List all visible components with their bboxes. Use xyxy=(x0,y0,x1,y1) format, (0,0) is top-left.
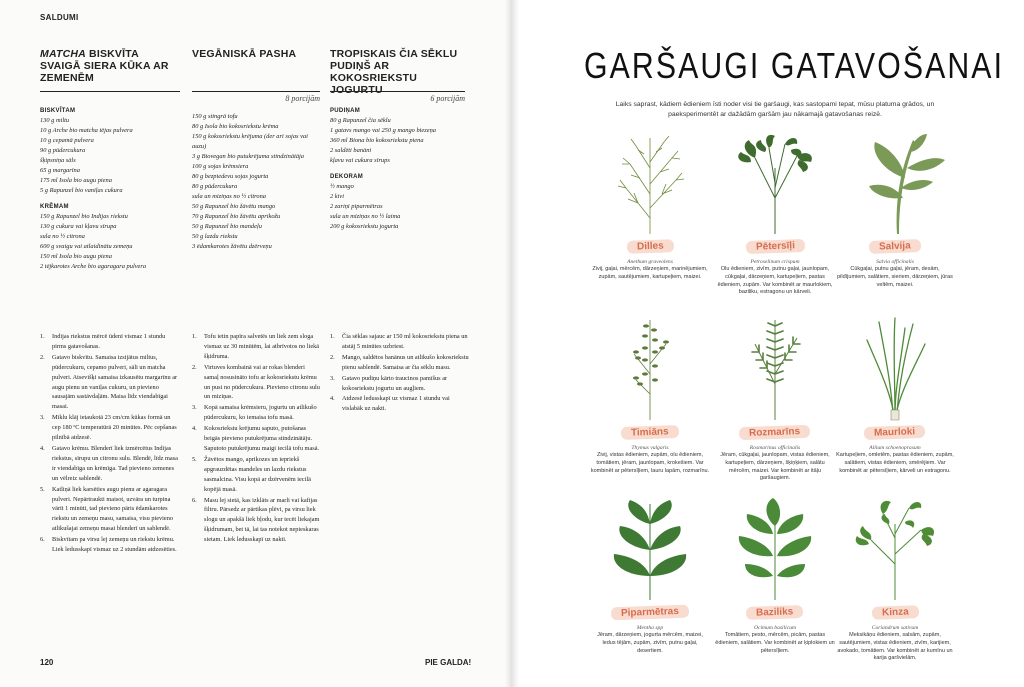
ingredient: 100 g sojas krēmsiera xyxy=(192,163,249,170)
herb-description: Kartupeļiem, omletēm, pastas ēdieniem, zupām, salātiem, vistas ēdieniem, smērējiem. Var kombinēt ar pētersīļiem, kārveli un estragonu. xyxy=(836,452,954,474)
herb-description: Jēram, dārzeņiem, jogurta mērcēm, maizei, ledus tējām, zupām, zivīm, putnu gaļai, desertiem. xyxy=(597,632,703,654)
herb-card xyxy=(715,128,835,297)
ingredient: sula un miziņas no ½ laima xyxy=(330,213,401,220)
ingredient-heading: DEKORAM xyxy=(330,174,364,180)
ingredient: 70 g Rapunzel bio žāvētu aprikožu xyxy=(192,213,281,220)
step-text: Atdzesē ledusskapī uz vismaz 1 stundu vai vislabāk uz nakti. xyxy=(342,395,450,413)
ingredient: 150 g kokosriekstu krējuma (der arī sojas vai auzu) xyxy=(192,133,308,150)
ingredient: 80 g pūdercukura xyxy=(192,183,238,190)
herb-latin: Coriandrum sativum xyxy=(871,625,919,631)
mint-icon xyxy=(590,494,710,602)
herb-name: Baziliks xyxy=(746,605,804,620)
ingredient: 10 g cepamā pulvera xyxy=(40,137,94,144)
page-gutter xyxy=(505,0,519,687)
step: 6. Biskvītam pa virsu lej zemeņu un riekstu krēmu. Liek ledusskapī vismaz uz 2 stundām atdzesēties. xyxy=(40,536,177,554)
ingredient-list xyxy=(192,112,320,252)
ingredient: 150 g Rapunzel bio Indijas riekstu xyxy=(40,213,128,220)
ingredient: 175 ml Isola bio augu piena xyxy=(40,177,112,184)
herb-name: Kinza xyxy=(871,605,918,620)
recipe-title: VEGĀNISKĀ PASHA xyxy=(192,48,320,92)
cilantro-icon xyxy=(835,494,955,602)
herb-name: Piparmētras xyxy=(611,605,689,621)
recipe-title xyxy=(40,48,180,92)
step-text: Mango, saldētos banānus un atlikušo kokosriekstu pienu sablendē. Samaisa ar čia sēklu masu. xyxy=(342,353,469,371)
sage-icon xyxy=(835,128,955,236)
ingredient: 150 g stingrā tofu xyxy=(192,113,238,120)
step: 5. Žāvētos mango, aprikozes un iepriekš apgrauzdētas mandeles un lazdu riekstus sasmalcina. Visu kopā ar dzērvenēm iecilā kopējā masā. xyxy=(192,455,311,493)
ingredient: 80 g Rapunzel čia sēklu xyxy=(330,117,391,124)
ingredient: 3 ēdamkarotes žāvētu dzērveņu xyxy=(192,243,272,250)
step: 1. Tofu ietin papīra salvetēs un liek zem sloga vismaz uz 30 minūtēm, lai atbrīvotos no liekā šķidruma. xyxy=(192,333,320,360)
recipe-steps xyxy=(192,332,320,546)
step-text: Kopā samaisa krēmsieru, jogurtu un atlikušo pūdercukuru, ko iemaisa tofu masā. xyxy=(204,404,317,422)
page-number: 120 xyxy=(40,658,54,667)
herb-latin: Allium schoenoprasum xyxy=(869,445,921,451)
step-text: Tofu ietin papīra salvetēs un liek zem sloga vismaz uz 30 minūtēm, lai atbrīvotos no liekā šķidruma. xyxy=(204,333,320,360)
step-text: Gatavo krēmu. Blenderī liek izmērcētus Indijas riekstus, sīrupu un citronu sulu. Blendē, līdz masa ir viendabīga un krēmīga. Tad pievieno zemenes un vēlreiz sablendē. xyxy=(52,444,178,482)
ingredient-heading: KRĒMAM xyxy=(40,204,69,210)
page-footer: PIE GALDA! xyxy=(425,658,472,667)
step: 3. Mīklu klāj ietaukotā 23 cm/cm kūkas formā un cep 180 ºC temperatūrā 20 minūtes. Pēc cepšanas pilnībā atdzesē. xyxy=(40,414,177,442)
step: 1. Indijas riekstus mērcē ūdenī vismaz 1 stundu pirms gatavošanas. xyxy=(40,333,166,350)
ingredient: 200 g kokosriekstu jogurta xyxy=(330,223,399,230)
ingredient: sula un miziņas no ½ citrona xyxy=(192,193,266,200)
intro-text: Laiks saprast, kādiem ēdieniem īsti noder visi tie garšaugi, kas sastopami tepat, mūsu platuma grādos, un paeksperimentēt ar dažādām garšām jau nākamajā gatavošanas reizē. xyxy=(615,101,935,118)
page-title: GARŠAUGI GATAVOŠANAI xyxy=(584,45,1005,86)
ingredient: 50 g Rapunzel bio žāvētu mango xyxy=(192,203,276,210)
step-text: Biskvītam pa virsu lej zemeņu un riekstu krēmu. Liek ledusskapī vismaz uz 2 stundām atdzesēties. xyxy=(52,536,177,554)
step: 3. Kopā samaisa krēmsieru, jogurtu un atlikušo pūdercukuru, ko iemaisa tofu masā. xyxy=(192,404,317,422)
herb-card xyxy=(590,494,710,655)
ingredient: ½ mango xyxy=(330,183,354,190)
step-text: Masu lej sietā, kas izklāts ar marli vai kafijas filtru. Pārsedz ar pārtikas plēvi, pa virsu liek slogu un apakšā liek bļodu, kur tecēt liekajam šķidrumam, bet tā, lai tas notekot nepieskaras sietam. Liek ledusskapī uz nakti. xyxy=(204,496,320,544)
step-text: Gatavo biskvītu. Samaisa izsijātus miltus, pūdercukuru, cepamo pulveri, sāli un matcha pulveri. Atsevišķi samaisa izkausētu margarīnu ar augu pienu un vaniļas cukuru, un pievieno sausajām sastāvdaļām. Maisa līdz viendabīgai masai. xyxy=(52,353,178,411)
recipe-title-text: BISKVĪTA SVAIGĀ SIERA KŪKA AR ZEMENĒM xyxy=(40,48,169,84)
step-text: Mīklu klāj ietaukotā 23 cm/cm kūkas formā un cep 180 ºC temperatūrā 20 minūtes. Pēc cepšanas pilnībā atdzesē. xyxy=(52,414,177,442)
ingredient-list xyxy=(40,212,180,272)
herb-description: Zivij, gaļai, mērcēm, dārzeņiem, marinējumiem, zupām, sautējumiem, kartupeļiem, maizei. xyxy=(592,266,708,280)
recipe-column xyxy=(330,48,465,232)
step: 6. Masu lej sietā, kas izklāts ar marli vai kafijas filtru. Pārsedz ar pārtikas plēvi, pa virsu liek slogu un apakšā liek bļodu, kur tecēt liekajam šķidrumam, bet tā, lai tas notekot nepieskaras sietam. Liek ledusskapī uz nakti. xyxy=(192,496,320,544)
step: 3. Gatavo pudiņu kārto traucinos pamīšus ar kokosriekstu jogurtu un augļiem. xyxy=(330,374,448,392)
step: 4. Atdzesē ledusskapī uz vismaz 1 stundu vai vislabāk uz nakti. xyxy=(330,395,450,413)
ingredient: kļavu vai cukura sīrups xyxy=(330,157,390,164)
ingredient: 65 g margarīna xyxy=(40,167,80,174)
step: 4. Gatavo krēmu. Blenderī liek izmērcētus Indijas riekstus, sīrupu un citronu sulu. Blendē, līdz masa ir viendabīga un krēmīga. Tad pievieno zemenes un vēlreiz sablendē. xyxy=(40,444,178,482)
ingredient: 360 ml Biona bio kokosriekstu piena xyxy=(330,137,424,144)
herb-card xyxy=(835,128,955,289)
herb-description: Zivij, vistas ēdieniem, zupām, olu ēdieniem, tomātiem, jēram, jaunlopam, krokešiem. Var kombinēt ar pētersīļiem, lauru lapām, rozmarīnu. xyxy=(590,452,710,474)
herb-description: Cūkgaļai, putnu gaļai, jēram, desām, pildījumiem, salātiem, sieriem, dārzeņiem, jūras veltēm, maizei. xyxy=(837,266,953,288)
step-text: Žāvētos mango, aprikozes un iepriekš apgrauzdētas mandeles un lazdu riekstus sasmalcina. Visu kopā ar dzērvenēm iecilā kopējā masā. xyxy=(204,455,311,493)
herb-latin: Mentha spp xyxy=(636,625,664,631)
herb-latin: Ocimum basilicum xyxy=(753,625,797,631)
recipe-steps xyxy=(330,332,470,415)
dill-icon xyxy=(590,128,710,236)
herb-name: Salvija xyxy=(869,239,921,254)
recipe-title-italic: MATCHA xyxy=(40,48,86,60)
herb-name: Pētersīļi xyxy=(745,239,804,254)
step-text: Katliņā liek karsēties augu pienu ar agaragara pulveri. Nepārtraukti maisot, uzvāra un turpina vārīt 1 minūti, tad pievieno pāris ēdamkarotes riekstu un zemeņu masu, samaisa, visu pievieno atlikušajai zemeņu masai blenderī un sablendē. xyxy=(52,485,174,533)
ingredient: 5 g Rapunzel bio vaniļas cukura xyxy=(40,187,123,194)
herb-description: Olu ēdieniem, zivīm, putnu gaļai, jaunlopam, cūkgaļai, dārzeņiem, kartupeļiem, pastas ēdieniem, zupām. Var kombinēt ar maurlokiem, baziliku, estragonu un kārveli. xyxy=(717,266,833,296)
step-text: Gatavo pudiņu kārto traucinos pamīšus ar kokosriekstu jogurtu un augļiem. xyxy=(342,374,448,392)
herb-name: Maurloki xyxy=(864,425,926,440)
herb-latin: Salvia officinalis xyxy=(876,259,914,265)
herb-card xyxy=(715,494,835,655)
recipe-portions: 8 porcijām xyxy=(285,94,320,103)
ingredient: 600 g svaigu vai atlaidinātu zemeņu xyxy=(40,243,133,250)
herb-description: Meksikāņu ēdieniem, salsām, zupām, sautējumiem, vistas ēdieniem, zivīm, karijiem, avokado, tomātiem. Var kombinēt ar kumīnu un karija garšvielām. xyxy=(837,632,953,662)
ingredient-heading: BISKVĪTAM xyxy=(40,108,76,114)
herb-description: Tomātiem, pesto, mērcēm, picām, pastas ēdieniem, salātiem. Var kombinēt ar ķiplokiem un pētersīļiem. xyxy=(715,632,835,654)
ingredient: 2 saldēti banāni xyxy=(330,147,372,154)
ingredient: 80 g bezpiedevu sojas jogurta xyxy=(192,173,269,180)
chives-icon xyxy=(835,314,955,422)
recipe-portions: 6 porcijām xyxy=(430,94,465,103)
herb-name: Dilles xyxy=(626,239,673,254)
step-text: Virtuves kombainā vai ar rokas blenderi samaļ nosusināto tofu ar kokosriekstu krēmu un pusi no pūdercukura. Pievieno citronu sulu un miziņas. xyxy=(204,363,320,401)
thyme-icon xyxy=(590,314,710,422)
ingredient: 50 g Rapunzel bio mandeļu xyxy=(192,223,262,230)
herb-card xyxy=(835,494,955,663)
step: 4. Kokosriekstu krējumu saputo, putošanas beigās pievieno putukrējuma stindzinātāju. Saputoto putukrējumu maigi iecilā tofu masā. xyxy=(192,425,320,452)
ingredient-list xyxy=(40,116,180,196)
ingredient-heading: PUDIŅAM xyxy=(330,108,361,114)
herb-card xyxy=(835,314,955,475)
step-text: Indijas riekstus mērcē ūdenī vismaz 1 stundu pirms gatavošanas. xyxy=(52,333,166,350)
parsley-icon xyxy=(715,128,835,236)
recipe-title: TROPISKAIS ČIA SĒKLU PUDIŅŠ AR KOKOSRIEKSTU JOGURTU xyxy=(330,48,465,92)
herb-card xyxy=(715,314,835,483)
ingredient: 90 g pūdercukura xyxy=(40,147,86,154)
step: 5. Katliņā liek karsēties augu pienu ar agaragara pulveri. Nepārtraukti maisot, uzvāra un turpina vārīt 1 minūti, tad pievieno pāris ēdamkarotes riekstu un zemeņu masu, samaisa, visu pievieno atlikušajai zemeņu masai blenderī un sablendē. xyxy=(40,485,174,533)
herb-latin: Petroselinum crispum xyxy=(750,259,800,265)
ingredient: 80 g Isola bio kokosriekstu krēma xyxy=(192,123,279,130)
ingredient: 2 kivi xyxy=(330,193,345,200)
herb-latin: Thymus vulgaris xyxy=(631,445,669,451)
herb-description: Jēram, cūkgaļai, jaunlopam, vistas ēdieniem, kartupeļiem, dārzeņiem, šķiņķiem, salātu mērcēm, maizei. Var kombinēt ar itāļu garšaugiem. xyxy=(720,452,830,482)
ingredient: 3 g Biovegan bio putukrējuma stindzinātāja xyxy=(192,153,305,160)
ingredient: sula no ½ citrona xyxy=(40,233,85,240)
rosemary-icon xyxy=(715,314,835,422)
step: 2. Virtuves kombainā vai ar rokas blenderi samaļ nosusināto tofu ar kokosriekstu krēmu un pusi no pūdercukura. Pievieno citronu sulu un miziņas. xyxy=(192,363,320,401)
ingredient: 130 g cukura vai kļavu sīrupa xyxy=(40,223,117,230)
ingredient: 10 g Arche bio matcha tējas pulvera xyxy=(40,127,133,134)
recipe-column xyxy=(40,48,180,272)
step-text: Kokosriekstu krējumu saputo, putošanas beigās pievieno putukrējuma stindzinātāju. Saputoto putukrējumu maigi iecilā tofu masā. xyxy=(204,425,320,452)
ingredient-list xyxy=(330,116,465,166)
ingredient: 150 ml Isola bio augu piena xyxy=(40,253,112,260)
ingredient-list xyxy=(330,182,465,232)
step: 2. Gatavo biskvītu. Samaisa izsijātus miltus, pūdercukuru, cepamo pulveri, sāli un matcha pulveri. Atsevišķi samaisa izkausētu margarīnu ar augu pienu un vaniļas cukuru, un pievieno sausajām sastāvdaļām. Maisa līdz viendabīgai masai. xyxy=(40,353,178,411)
ingredient: 2 tējkarotes Arche bio agaragara pulvera xyxy=(40,263,147,270)
recipe-portions xyxy=(40,94,180,104)
ingredient: 2 zariņi piparmētras xyxy=(330,203,383,210)
step: 1. Čia sēklas sajauc ar 150 ml kokosriekstu piena un atstāj 5 minūtes uzbriest. xyxy=(330,333,468,350)
ingredient: 1 gatavs mango vai 250 g mango biezeņa xyxy=(330,127,436,134)
herb-name: Rozmarīns xyxy=(739,425,811,440)
ingredient: 50 g lazdu riekstu xyxy=(192,233,238,240)
herb-latin: Anethum graveolens xyxy=(627,259,673,265)
herb-name: Timiāns xyxy=(621,425,679,440)
basil-icon xyxy=(715,494,835,602)
herb-latin: Rosmarinus officinalis xyxy=(749,445,801,451)
recipe-steps xyxy=(40,332,180,556)
ingredient: 130 g miltu xyxy=(40,117,70,124)
section-tag: SALDUMI xyxy=(40,13,79,22)
step-text: Čia sēklas sajauc ar 150 ml kokosriekstu piena un atstāj 5 minūtes uzbriest. xyxy=(342,333,468,350)
recipe-column xyxy=(192,48,320,252)
ingredient: šķipsniņa sāls xyxy=(40,157,76,164)
step: 2. Mango, saldētos banānus un atlikušo kokosriekstu pienu sablendē. Samaisa ar čia sēklu masu. xyxy=(330,353,469,371)
herb-card xyxy=(590,128,710,282)
herb-card xyxy=(590,314,710,475)
